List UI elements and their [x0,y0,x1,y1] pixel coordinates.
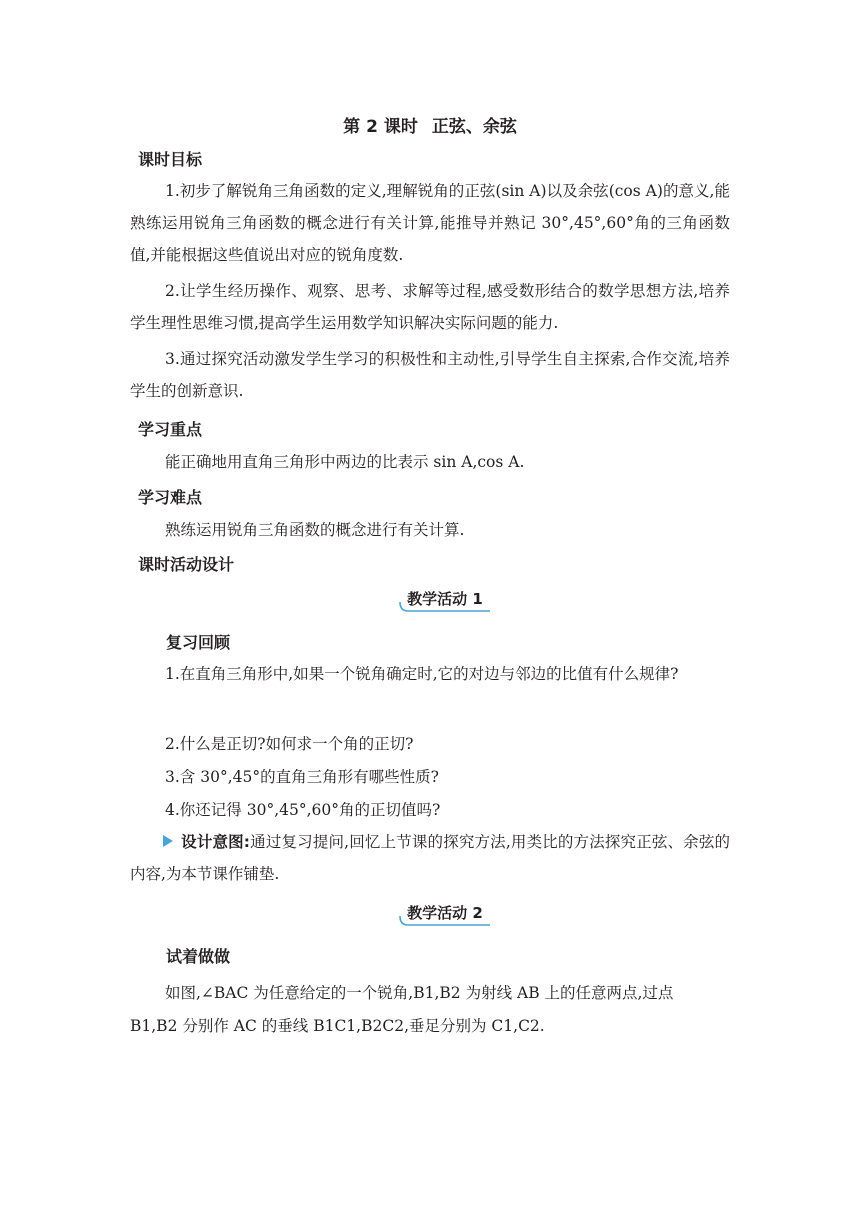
objectives-heading: 课时目标 [138,150,203,169]
activity-2-badge-label: 教学活动 2 [407,904,483,922]
activity-1-badge [398,588,492,614]
objective-item: 3.通过探究活动激发学生学习的积极性和主动性,引导学生自主探索,合作交流,培养学生的创新意识. [130,350,730,400]
try-subheading: 试着做做 [166,947,231,966]
activity-1-badge-label: 教学活动 1 [407,590,483,608]
difficulty-text: 熟练运用锐角三角函数的概念进行有关计算. [165,521,465,539]
triangle-right-icon [163,835,173,847]
lesson-topic: 正弦、余弦 [431,117,517,137]
lesson-number: 第 2 课时 [343,117,418,137]
design-intent-label: 设计意图: [181,833,251,851]
key-point-text: 能正确地用直角三角形中两边的比表示 sin A,cos A. [165,453,525,471]
objective-item: 2.让学生经历操作、观察、思考、求解等过程,感受数形结合的数学思想方法,培养学生理性思维习惯,提高学生运用数学知识解决实际问题的能力. [130,282,730,332]
review-question: 1.在直角三角形中,如果一个锐角确定时,它的对边与邻边的比值有什么规律? [165,665,679,683]
lesson-title [0,112,860,137]
objective-item: 1.初步了解锐角三角函数的定义,理解锐角的正弦(sin A)以及余弦(cos A)的意义,能熟练运用锐角三角函数的概念进行有关计算,能推导并熟记 30°,45°,60°角的三角函数值,并能根据这些值说出对应的锐角度数. [130,182,730,264]
review-question: 4.你还记得 30°,45°,60°角的正切值吗? [165,801,441,819]
review-question: 3.含 30°,45°的直角三角形有哪些性质? [165,768,439,786]
design-intent-text: 通过复习提问,回忆上节课的探究方法,用类比的方法探究正弦、余弦的内容,为本节课作铺垫. [130,833,731,883]
try-text-line-2: B1,B2 分别作 AC 的垂线 B1C1,B2C2,垂足分别为 C1,C2. [130,1017,545,1035]
difficulty-heading: 学习难点 [138,488,203,507]
design-intent [130,826,730,890]
activity-2-badge [398,902,492,928]
activity-design-heading: 课时活动设计 [138,555,235,574]
review-subheading: 复习回顾 [166,633,231,652]
key-point-heading: 学习重点 [138,420,203,439]
review-question: 2.什么是正切?如何求一个角的正切? [165,735,414,753]
try-text-line-1: 如图,∠BAC 为任意给定的一个锐角,B1,B2 为射线 AB 上的任意两点,过点 [165,984,674,1002]
